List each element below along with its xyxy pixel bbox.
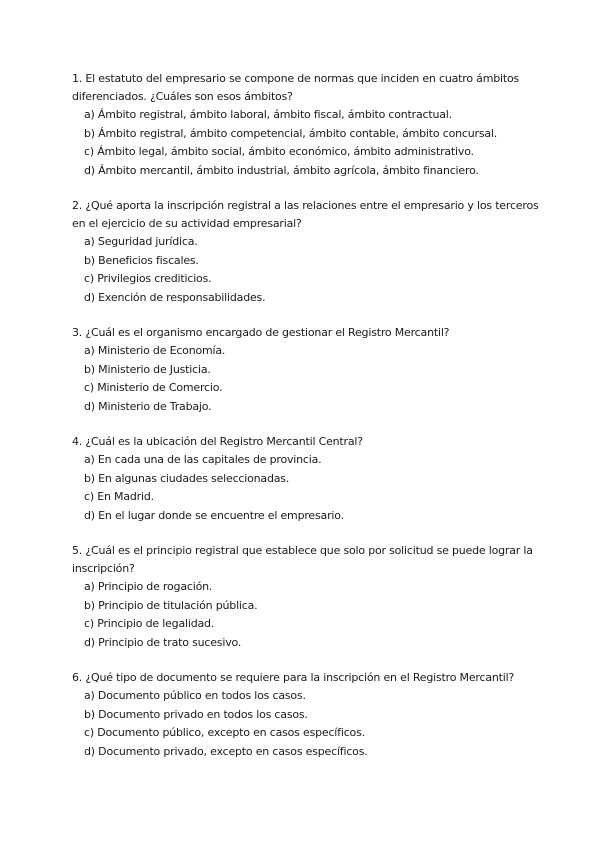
option-d: d) Documento privado, excepto en casos específicos. <box>84 744 368 758</box>
option-c: c) Documento público, excepto en casos específicos. <box>84 726 365 739</box>
option-c: c) Ámbito legal, ámbito social, ámbito económico, ámbito administrativo. <box>84 145 474 158</box>
options-list <box>72 687 540 761</box>
option-d: d) En el lugar donde se encuentre el empresario. <box>84 508 344 522</box>
question-6 <box>72 669 540 761</box>
options-list <box>72 342 540 416</box>
question-4 <box>72 433 540 525</box>
option-a: a) En cada una de las capitales de provincia. <box>84 453 322 466</box>
question-text: 2. ¿Qué aporta la inscripción registral a las relaciones entre el empresario y los terceros en el ejercicio de su actividad empresarial? <box>72 199 539 230</box>
question-text: 5. ¿Cuál es el principio registral que establece que solo por solicitud se puede lograr la inscripción? <box>72 544 533 575</box>
question-text: 1. El estatuto del empresario se compone de normas que inciden en cuatro ámbitos diferenciados. ¿Cuáles son esos ámbitos? <box>72 72 520 103</box>
question-text: 4. ¿Cuál es la ubicación del Registro Mercantil Central? <box>72 435 363 448</box>
option-b: b) Principio de titulación pública. <box>84 598 258 612</box>
question-2 <box>72 197 540 307</box>
option-b: b) En algunas ciudades seleccionadas. <box>84 471 290 485</box>
option-d: d) Ministerio de Trabajo. <box>84 399 212 413</box>
option-b: b) Ministerio de Justicia. <box>84 362 211 376</box>
question-text: 3. ¿Cuál es el organismo encargado de gestionar el Registro Mercantil? <box>72 326 450 339</box>
option-a: a) Documento público en todos los casos. <box>84 689 306 702</box>
question-1 <box>72 70 540 180</box>
option-c: c) En Madrid. <box>84 490 154 503</box>
option-a: a) Ministerio de Economía. <box>84 344 226 357</box>
option-a: a) Seguridad jurídica. <box>84 235 198 248</box>
option-a: a) Ámbito registral, ámbito laboral, ámbito fiscal, ámbito contractual. <box>84 108 452 121</box>
option-d: d) Ámbito mercantil, ámbito industrial, ámbito agrícola, ámbito financiero. <box>84 163 479 177</box>
question-3 <box>72 324 540 416</box>
option-b: b) Beneficios fiscales. <box>84 253 199 267</box>
options-list <box>72 233 540 307</box>
option-c: c) Ministerio de Comercio. <box>84 381 223 394</box>
option-d: d) Principio de trato sucesivo. <box>84 635 242 649</box>
option-b: b) Ámbito registral, ámbito competencial, ámbito contable, ámbito concursal. <box>84 126 498 140</box>
options-list <box>72 578 540 652</box>
options-list <box>72 451 540 525</box>
option-b: b) Documento privado en todos los casos. <box>84 707 308 721</box>
question-5 <box>72 542 540 652</box>
option-c: c) Principio de legalidad. <box>84 617 215 630</box>
option-c: c) Privilegios crediticios. <box>84 272 212 285</box>
option-d: d) Exención de responsabilidades. <box>84 290 266 304</box>
question-text: 6. ¿Qué tipo de documento se requiere para la inscripción en el Registro Mercantil? <box>72 671 515 684</box>
option-a: a) Principio de rogación. <box>84 580 213 593</box>
options-list <box>72 106 540 180</box>
